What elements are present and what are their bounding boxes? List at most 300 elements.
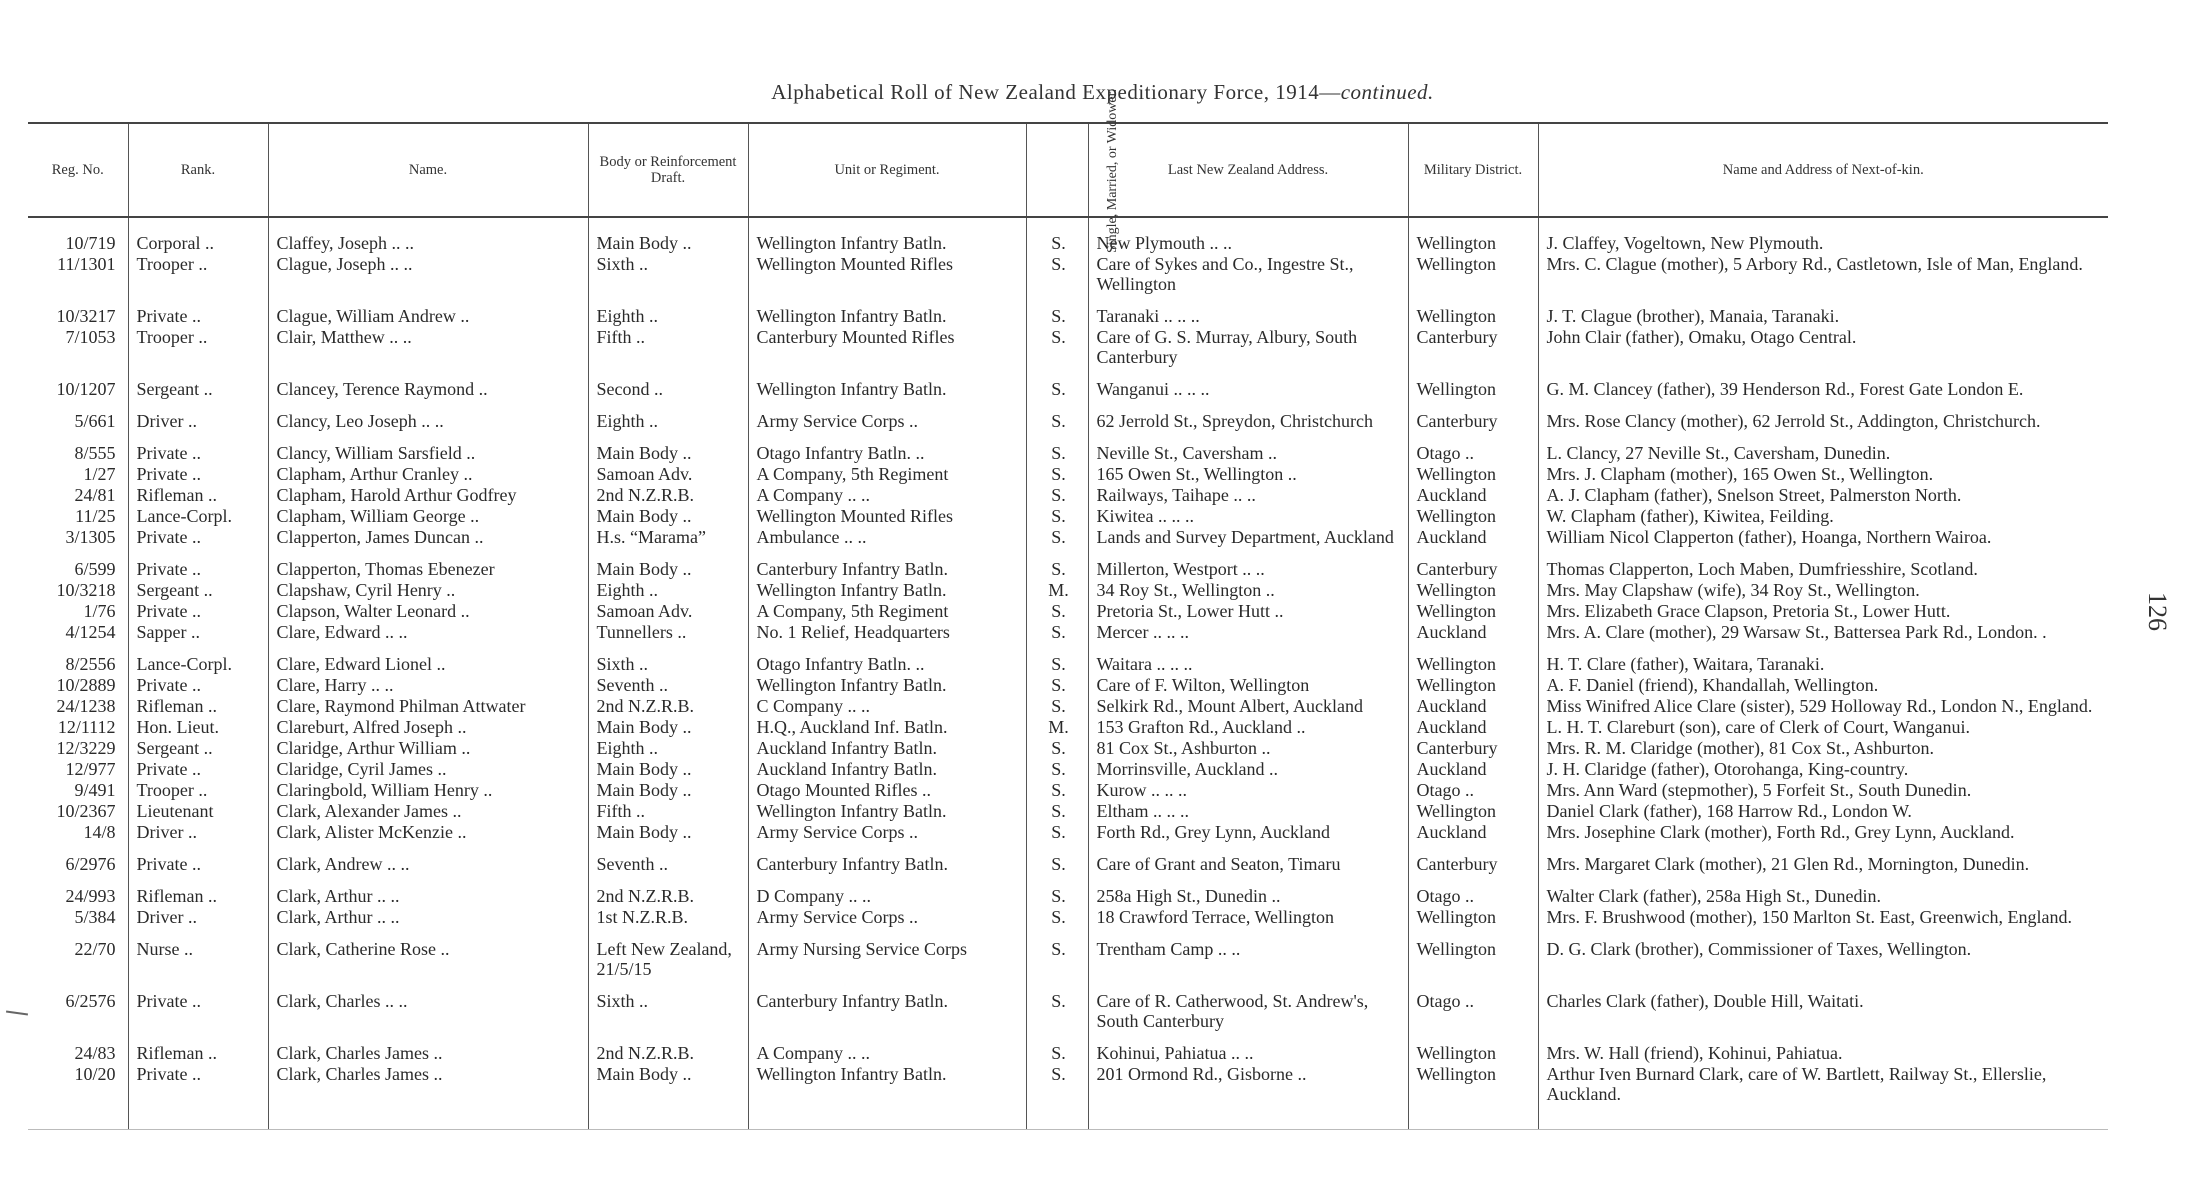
spacer-cell xyxy=(1538,1032,2108,1043)
cell-body: Sixth .. xyxy=(588,254,748,295)
cell-kin: L. Clancy, 27 Neville St., Caversham, Dunedin. xyxy=(1538,443,2108,464)
row-spacer xyxy=(28,368,2108,379)
spacer-cell xyxy=(1408,432,1538,443)
cell-kin: Miss Winifred Alice Clare (sister), 529 Holloway Rd., London N., England. xyxy=(1538,696,2108,717)
cell-unit: Canterbury Infantry Batln. xyxy=(748,854,1026,875)
cell-rank: Corporal .. xyxy=(128,217,268,254)
spacer-cell xyxy=(1408,368,1538,379)
cell-body: 2nd N.Z.R.B. xyxy=(588,1043,748,1064)
cell-address: Waitara .. .. .. xyxy=(1088,654,1408,675)
cell-name: Clapshaw, Cyril Henry .. xyxy=(268,580,588,601)
cell-reg-no: 12/977 xyxy=(65,759,116,779)
cell-unit: Auckland Infantry Batln. xyxy=(748,759,1026,780)
cell-name: Clare, Edward Lionel .. xyxy=(268,654,588,675)
cell-district: Wellington xyxy=(1408,464,1538,485)
cell-address: Lands and Survey Department, Auckland xyxy=(1088,527,1408,548)
cell-body: Fifth .. xyxy=(588,801,748,822)
cell-unit: Wellington Infantry Batln. xyxy=(748,675,1026,696)
cell-status: M. xyxy=(1026,717,1088,738)
cell-reg-no: 24/993 xyxy=(65,886,116,906)
spacer-cell xyxy=(1408,843,1538,854)
cell-status: S. xyxy=(1026,527,1088,548)
cell-rank: Sergeant .. xyxy=(128,379,268,400)
spacer-cell xyxy=(588,295,748,306)
cell-address: 201 Ormond Rd., Gisborne .. xyxy=(1088,1064,1408,1105)
cell-address: Trentham Camp .. .. xyxy=(1088,939,1408,980)
cell-name: Claridge, Cyril James .. xyxy=(268,759,588,780)
spacer-cell xyxy=(268,843,588,854)
cell-body: Main Body .. xyxy=(588,559,748,580)
row-spacer xyxy=(28,980,2108,991)
cell-unit: Wellington Mounted Rifles xyxy=(748,254,1026,295)
spacer-cell xyxy=(588,843,748,854)
cell-body: Main Body .. xyxy=(588,506,748,527)
cell-district: Auckland xyxy=(1408,696,1538,717)
row-spacer xyxy=(28,643,2108,654)
cell-kin: Mrs. J. Clapham (mother), 165 Owen St., Wellington. xyxy=(1538,464,2108,485)
table-row xyxy=(28,217,2108,254)
cell-unit: Wellington Infantry Batln. xyxy=(748,306,1026,327)
spacer-cell xyxy=(748,1105,1026,1130)
cell-status: S. xyxy=(1026,801,1088,822)
cell-name: Clague, William Andrew .. xyxy=(268,306,588,327)
row-spacer xyxy=(28,843,2108,854)
row-spacer xyxy=(28,295,2108,306)
cell-reg-no: 6/599 xyxy=(74,559,116,579)
spacer-cell xyxy=(128,875,268,886)
cell-reg-no: 3/1305 xyxy=(65,527,116,547)
cell-body: Main Body .. xyxy=(588,1064,748,1105)
cell-status: S. xyxy=(1026,506,1088,527)
table-row xyxy=(28,1043,2108,1064)
cell-district: Wellington xyxy=(1408,580,1538,601)
spacer-cell xyxy=(268,400,588,411)
cell-name: Clapson, Walter Leonard .. xyxy=(268,601,588,622)
cell-body: Samoan Adv. xyxy=(588,464,748,485)
spacer-cell xyxy=(1026,548,1088,559)
cell-district: Wellington xyxy=(1408,506,1538,527)
cell-reg-no: 10/1207 xyxy=(56,379,116,399)
cell-district: Otago .. xyxy=(1408,443,1538,464)
table-row xyxy=(28,580,2108,601)
cell-district: Auckland xyxy=(1408,527,1538,548)
cell-name: Clancy, William Sarsfield .. xyxy=(268,443,588,464)
cell-rank: Private .. xyxy=(128,464,268,485)
col-header-name: Name. xyxy=(268,123,588,217)
row-spacer xyxy=(28,432,2108,443)
spacer-cell xyxy=(1408,643,1538,654)
cell-name: Clark, Catherine Rose .. xyxy=(268,939,588,980)
spacer-cell xyxy=(1088,400,1408,411)
cell-reg-no: 1/76 xyxy=(83,601,116,621)
cell-reg-no: 8/555 xyxy=(74,443,116,463)
cell-reg-no: 6/2576 xyxy=(65,991,116,1011)
cell-address: 258a High St., Dunedin .. xyxy=(1088,886,1408,907)
cell-kin: J. Claffey, Vogeltown, New Plymouth. xyxy=(1538,217,2108,254)
cell-kin: Charles Clark (father), Double Hill, Waitati. xyxy=(1538,991,2108,1032)
table-row xyxy=(28,254,2108,295)
cell-body: 2nd N.Z.R.B. xyxy=(588,485,748,506)
spacer-cell xyxy=(1408,400,1538,411)
cell-body: Main Body .. xyxy=(588,717,748,738)
spacer-cell xyxy=(1408,1105,1538,1130)
cell-reg-no: 12/1112 xyxy=(57,717,116,737)
cell-unit: Wellington Infantry Batln. xyxy=(748,801,1026,822)
cell-rank: Private .. xyxy=(128,527,268,548)
table-row xyxy=(28,622,2108,643)
spacer-cell xyxy=(1408,548,1538,559)
spacer-cell xyxy=(588,400,748,411)
cell-reg-no: 10/2367 xyxy=(56,801,116,821)
spacer-cell xyxy=(1026,875,1088,886)
col-header-status-text: Single, Married, or Widower. xyxy=(1104,88,1120,254)
cell-body: Main Body .. xyxy=(588,780,748,801)
table-row xyxy=(28,991,2108,1032)
cell-district: Wellington xyxy=(1408,1043,1538,1064)
cell-status: S. xyxy=(1026,443,1088,464)
cell-address: Care of R. Catherwood, St. Andrew's, South Canterbury xyxy=(1088,991,1408,1032)
cell-unit: D Company .. .. xyxy=(748,886,1026,907)
cell-reg-no: 10/719 xyxy=(65,233,116,253)
cell-kin: A. J. Clapham (father), Snelson Street, Palmerston North. xyxy=(1538,485,2108,506)
table-end-rule xyxy=(28,1105,2108,1130)
col-header-reg-no: Reg. No. xyxy=(28,123,128,217)
cell-address: Wanganui .. .. .. xyxy=(1088,379,1408,400)
cell-rank: Private .. xyxy=(128,675,268,696)
cell-rank: Lance-Corpl. xyxy=(128,506,268,527)
cell-unit: C Company .. .. xyxy=(748,696,1026,717)
row-spacer xyxy=(28,875,2108,886)
cell-status: S. xyxy=(1026,306,1088,327)
cell-status: S. xyxy=(1026,559,1088,580)
spacer-cell xyxy=(128,400,268,411)
cell-body: Sixth .. xyxy=(588,991,748,1032)
cell-rank: Trooper .. xyxy=(128,780,268,801)
cell-rank: Driver .. xyxy=(128,822,268,843)
cell-reg-no: 11/1301 xyxy=(57,254,116,274)
spacer-cell xyxy=(128,980,268,991)
cell-kin: Mrs. F. Brushwood (mother), 150 Marlton St. East, Greenwich, England. xyxy=(1538,907,2108,928)
table-row xyxy=(28,886,2108,907)
cell-status: S. xyxy=(1026,759,1088,780)
table-row xyxy=(28,759,2108,780)
spacer-cell xyxy=(268,548,588,559)
spacer-cell xyxy=(1026,1105,1088,1130)
table-row xyxy=(28,601,2108,622)
spacer-cell xyxy=(1026,432,1088,443)
spacer-cell xyxy=(128,1032,268,1043)
spacer-cell xyxy=(1538,295,2108,306)
cell-kin: L. H. T. Clareburt (son), care of Clerk of Court, Wanganui. xyxy=(1538,717,2108,738)
cell-status: S. xyxy=(1026,485,1088,506)
cell-address: Selkirk Rd., Mount Albert, Auckland xyxy=(1088,696,1408,717)
cell-name: Claridge, Arthur William .. xyxy=(268,738,588,759)
cell-name: Clare, Edward .. .. xyxy=(268,622,588,643)
spacer-cell xyxy=(1026,928,1088,939)
spacer-cell xyxy=(1088,368,1408,379)
spacer-cell xyxy=(1408,928,1538,939)
cell-name: Clancy, Leo Joseph .. .. xyxy=(268,411,588,432)
row-spacer xyxy=(28,548,2108,559)
cell-address: New Plymouth .. .. xyxy=(1088,217,1408,254)
cell-unit: No. 1 Relief, Headquarters xyxy=(748,622,1026,643)
cell-body: Fifth .. xyxy=(588,327,748,368)
table-row xyxy=(28,801,2108,822)
cell-rank: Lieutenant xyxy=(128,801,268,822)
cell-body: Eighth .. xyxy=(588,738,748,759)
col-header-unit: Unit or Regiment. xyxy=(748,123,1026,217)
spacer-cell xyxy=(128,643,268,654)
cell-kin: J. T. Clague (brother), Manaia, Taranaki. xyxy=(1538,306,2108,327)
cell-rank: Trooper .. xyxy=(128,327,268,368)
cell-kin: Mrs. Josephine Clark (mother), Forth Rd., Grey Lynn, Auckland. xyxy=(1538,822,2108,843)
cell-rank: Private .. xyxy=(128,443,268,464)
spacer-cell xyxy=(748,843,1026,854)
cell-address: Care of Sykes and Co., Ingestre St., Wellington xyxy=(1088,254,1408,295)
cell-district: Canterbury xyxy=(1408,327,1538,368)
cell-reg-no: 10/20 xyxy=(74,1064,116,1084)
cell-address: Kurow .. .. .. xyxy=(1088,780,1408,801)
cell-status: S. xyxy=(1026,907,1088,928)
spacer-cell xyxy=(28,980,128,991)
cell-district: Otago .. xyxy=(1408,780,1538,801)
spacer-cell xyxy=(1026,843,1088,854)
spacer-cell xyxy=(748,368,1026,379)
cell-body: H.s. “Marama” xyxy=(588,527,748,548)
cell-rank: Sergeant .. xyxy=(128,580,268,601)
cell-status: S. xyxy=(1026,327,1088,368)
cell-name: Clark, Arthur .. .. xyxy=(268,907,588,928)
cell-reg-no: 14/8 xyxy=(83,822,116,842)
table-row xyxy=(28,907,2108,928)
spacer-cell xyxy=(28,1032,128,1043)
cell-kin: Daniel Clark (father), 168 Harrow Rd., London W. xyxy=(1538,801,2108,822)
cell-rank: Hon. Lieut. xyxy=(128,717,268,738)
table-row xyxy=(28,939,2108,980)
spacer-cell xyxy=(1088,980,1408,991)
spacer-cell xyxy=(1026,643,1088,654)
cell-kin: A. F. Daniel (friend), Khandallah, Wellington. xyxy=(1538,675,2108,696)
cell-reg-no: 9/491 xyxy=(74,780,116,800)
cell-rank: Nurse .. xyxy=(128,939,268,980)
spacer-cell xyxy=(1026,1032,1088,1043)
cell-body: 2nd N.Z.R.B. xyxy=(588,886,748,907)
cell-rank: Rifleman .. xyxy=(128,696,268,717)
spacer-cell xyxy=(268,295,588,306)
cell-body: Main Body .. xyxy=(588,822,748,843)
cell-status: S. xyxy=(1026,738,1088,759)
cell-district: Wellington xyxy=(1408,907,1538,928)
table-row xyxy=(28,1064,2108,1105)
cell-unit: Army Service Corps .. xyxy=(748,907,1026,928)
cell-kin: John Clair (father), Omaku, Otago Central. xyxy=(1538,327,2108,368)
spacer-cell xyxy=(1088,643,1408,654)
cell-unit: Ambulance .. .. xyxy=(748,527,1026,548)
cell-district: Auckland xyxy=(1408,717,1538,738)
cell-address: 165 Owen St., Wellington .. xyxy=(1088,464,1408,485)
cell-status: S. xyxy=(1026,254,1088,295)
spacer-cell xyxy=(1538,843,2108,854)
cell-rank: Private .. xyxy=(128,759,268,780)
cell-name: Clare, Raymond Philman Attwater xyxy=(268,696,588,717)
cell-unit: Otago Infantry Batln. .. xyxy=(748,654,1026,675)
cell-reg-no: 10/3217 xyxy=(56,306,116,326)
spacer-cell xyxy=(1026,980,1088,991)
cell-name: Clapperton, James Duncan .. xyxy=(268,527,588,548)
cell-status: S. xyxy=(1026,601,1088,622)
cell-kin: D. G. Clark (brother), Commissioner of Taxes, Wellington. xyxy=(1538,939,2108,980)
col-header-status xyxy=(1026,88,1120,254)
cell-name: Clapham, Arthur Cranley .. xyxy=(268,464,588,485)
cell-status: M. xyxy=(1026,580,1088,601)
cell-unit: A Company, 5th Regiment xyxy=(748,601,1026,622)
table-row xyxy=(28,527,2108,548)
cell-address: Millerton, Westport .. .. xyxy=(1088,559,1408,580)
cell-district: Wellington xyxy=(1408,801,1538,822)
spacer-cell xyxy=(28,928,128,939)
row-spacer xyxy=(28,928,2108,939)
cell-status: S. xyxy=(1026,411,1088,432)
cell-unit: Wellington Mounted Rifles xyxy=(748,506,1026,527)
cell-district: Wellington xyxy=(1408,675,1538,696)
cell-rank: Rifleman .. xyxy=(128,886,268,907)
cell-reg-no: 24/81 xyxy=(74,485,116,505)
cell-kin: Mrs. May Clapshaw (wife), 34 Roy St., Wellington. xyxy=(1538,580,2108,601)
spacer-cell xyxy=(1088,295,1408,306)
cell-district: Wellington xyxy=(1408,254,1538,295)
margin-mark xyxy=(6,1010,28,1015)
cell-name: Clapperton, Thomas Ebenezer xyxy=(268,559,588,580)
cell-address: Kohinui, Pahiatua .. .. xyxy=(1088,1043,1408,1064)
cell-kin: W. Clapham (father), Kiwitea, Feilding. xyxy=(1538,506,2108,527)
spacer-cell xyxy=(748,1032,1026,1043)
cell-unit: Auckland Infantry Batln. xyxy=(748,738,1026,759)
spacer-cell xyxy=(1026,400,1088,411)
spacer-cell xyxy=(28,368,128,379)
spacer-cell xyxy=(128,928,268,939)
spacer-cell xyxy=(128,368,268,379)
cell-body: Seventh .. xyxy=(588,854,748,875)
cell-name: Clark, Alister McKenzie .. xyxy=(268,822,588,843)
spacer-cell xyxy=(1408,980,1538,991)
spacer-cell xyxy=(268,1105,588,1130)
cell-unit: Wellington Infantry Batln. xyxy=(748,217,1026,254)
spacer-cell xyxy=(1088,1032,1408,1043)
cell-reg-no: 22/70 xyxy=(74,939,116,959)
table-row xyxy=(28,822,2108,843)
cell-body: Eighth .. xyxy=(588,411,748,432)
spacer-cell xyxy=(748,980,1026,991)
cell-name: Clark, Andrew .. .. xyxy=(268,854,588,875)
spacer-cell xyxy=(1408,295,1538,306)
cell-rank: Private .. xyxy=(128,991,268,1032)
row-spacer xyxy=(28,400,2108,411)
cell-reg-no: 11/25 xyxy=(75,506,116,526)
table-row xyxy=(28,411,2108,432)
cell-district: Auckland xyxy=(1408,822,1538,843)
cell-rank: Rifleman .. xyxy=(128,485,268,506)
cell-district: Wellington xyxy=(1408,379,1538,400)
spacer-cell xyxy=(748,643,1026,654)
col-header-body: Body or Reinforcement Draft. xyxy=(588,123,748,217)
spacer-cell xyxy=(28,295,128,306)
spacer-cell xyxy=(1538,432,2108,443)
cell-name: Clapham, Harold Arthur Godfrey xyxy=(268,485,588,506)
cell-address: Forth Rd., Grey Lynn, Auckland xyxy=(1088,822,1408,843)
spacer-cell xyxy=(748,928,1026,939)
cell-status: S. xyxy=(1026,854,1088,875)
table-row xyxy=(28,485,2108,506)
cell-unit: Canterbury Infantry Batln. xyxy=(748,559,1026,580)
cell-status: S. xyxy=(1026,654,1088,675)
spacer-cell xyxy=(1088,432,1408,443)
cell-district: Wellington xyxy=(1408,601,1538,622)
table-row xyxy=(28,854,2108,875)
cell-status: S. xyxy=(1026,464,1088,485)
cell-address: Railways, Taihape .. .. xyxy=(1088,485,1408,506)
spacer-cell xyxy=(128,295,268,306)
cell-unit: Army Service Corps .. xyxy=(748,411,1026,432)
cell-address: 18 Crawford Terrace, Wellington xyxy=(1088,907,1408,928)
cell-rank: Private .. xyxy=(128,559,268,580)
cell-name: Clair, Matthew .. .. xyxy=(268,327,588,368)
cell-name: Clark, Charles James .. xyxy=(268,1064,588,1105)
spacer-cell xyxy=(28,432,128,443)
spacer-cell xyxy=(1088,928,1408,939)
spacer-cell xyxy=(748,875,1026,886)
cell-district: Canterbury xyxy=(1408,411,1538,432)
cell-reg-no: 6/2976 xyxy=(65,854,116,874)
cell-status: S. xyxy=(1026,991,1088,1032)
col-header-kin: Name and Address of Next-of-kin. xyxy=(1538,123,2108,217)
spacer-cell xyxy=(1538,1105,2108,1130)
cell-district: Auckland xyxy=(1408,485,1538,506)
cell-unit: Otago Infantry Batln. .. xyxy=(748,443,1026,464)
spacer-cell xyxy=(28,400,128,411)
cell-district: Wellington xyxy=(1408,217,1538,254)
cell-unit: Army Nursing Service Corps xyxy=(748,939,1026,980)
cell-body: Second .. xyxy=(588,379,748,400)
cell-status: S. xyxy=(1026,675,1088,696)
cell-body: 2nd N.Z.R.B. xyxy=(588,696,748,717)
page-title: Alphabetical Roll of New Zealand Expeditionary Force, 1914—continued. xyxy=(771,80,1434,104)
cell-unit: A Company .. .. xyxy=(748,485,1026,506)
spacer-cell xyxy=(128,843,268,854)
cell-status: S. xyxy=(1026,379,1088,400)
spacer-cell xyxy=(128,1105,268,1130)
table-row xyxy=(28,654,2108,675)
cell-body: Main Body .. xyxy=(588,759,748,780)
col-header-district: Military District. xyxy=(1408,123,1538,217)
cell-kin: Arthur Iven Burnard Clark, care of W. Bartlett, Railway St., Ellerslie, Auckland. xyxy=(1538,1064,2108,1105)
cell-status: S. xyxy=(1026,696,1088,717)
table-row xyxy=(28,327,2108,368)
cell-status: S. xyxy=(1026,780,1088,801)
spacer-cell xyxy=(268,643,588,654)
cell-rank: Lance-Corpl. xyxy=(128,654,268,675)
spacer-cell xyxy=(128,432,268,443)
cell-district: Otago .. xyxy=(1408,991,1538,1032)
cell-district: Wellington xyxy=(1408,939,1538,980)
cell-district: Canterbury xyxy=(1408,738,1538,759)
cell-address: Eltham .. .. .. xyxy=(1088,801,1408,822)
spacer-cell xyxy=(588,368,748,379)
page-number: 126 xyxy=(2143,592,2172,631)
table-row xyxy=(28,717,2108,738)
col-header-address: Last New Zealand Address. xyxy=(1088,123,1408,217)
spacer-cell xyxy=(1538,928,2108,939)
cell-kin: Mrs. A. Clare (mother), 29 Warsaw St., Battersea Park Rd., London. . xyxy=(1538,622,2108,643)
